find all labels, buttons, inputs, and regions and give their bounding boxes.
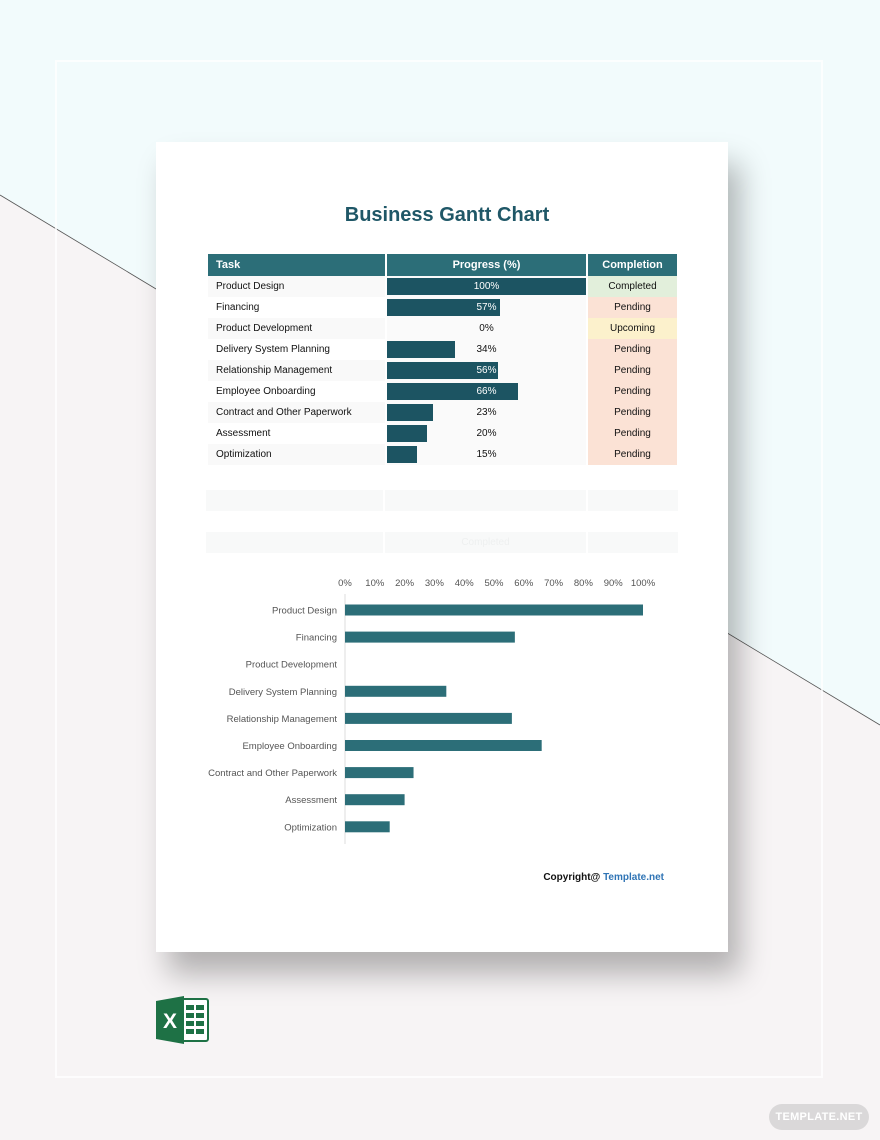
- status-badge: Pending: [588, 444, 677, 465]
- y-category-label: Delivery System Planning: [228, 686, 337, 698]
- progress-cell: [387, 276, 586, 297]
- x-tick-label: 60%: [514, 578, 534, 589]
- y-category-label: Contract and Other Paperwork: [208, 768, 337, 780]
- task-name: Product Development: [208, 318, 385, 339]
- status-badge: Pending: [588, 423, 677, 444]
- progress-cell: [387, 318, 586, 339]
- chart-bar: [345, 632, 515, 643]
- page-title: Business Gantt Chart: [344, 204, 550, 226]
- table-row: [208, 423, 677, 444]
- table-row: [208, 402, 677, 423]
- x-tick-label: 70%: [544, 578, 564, 589]
- chart-bar: [345, 821, 390, 832]
- ghost-row: [206, 490, 680, 511]
- table-header-row: [208, 254, 677, 276]
- gantt-table: [206, 254, 679, 465]
- y-category-label: Relationship Management: [226, 713, 337, 725]
- status-badge: Pending: [588, 360, 677, 381]
- progress-label: 0%: [479, 323, 494, 334]
- progress-cell: [387, 297, 586, 318]
- table-row: [208, 360, 677, 381]
- table-row: [208, 297, 677, 318]
- progress-label: 56%: [476, 365, 497, 376]
- copyright-label: Copyright@: [543, 872, 601, 883]
- y-category-label: Product Development: [245, 659, 337, 671]
- chart-bar: [345, 686, 446, 697]
- x-tick-label: 0%: [338, 578, 352, 589]
- status-badge: Pending: [588, 297, 677, 318]
- progress-label: 15%: [476, 449, 497, 460]
- status-badge: Pending: [588, 402, 677, 423]
- task-name: Delivery System Planning: [208, 339, 385, 360]
- chart-bar: [345, 740, 542, 751]
- progress-cell: [387, 360, 586, 381]
- x-tick-label: 20%: [395, 578, 415, 589]
- header-completion: Completion: [588, 254, 677, 276]
- template-link[interactable]: Template.net: [603, 872, 664, 883]
- task-name: Relationship Management: [208, 360, 385, 381]
- progress-label: 57%: [476, 302, 497, 313]
- progress-cell: [387, 339, 586, 360]
- document-sheet: [156, 142, 728, 952]
- table-row: [208, 339, 677, 360]
- progress-label: 34%: [476, 344, 497, 355]
- progress-cell: [387, 381, 586, 402]
- task-name: Product Design: [208, 276, 385, 297]
- table-row: [208, 444, 677, 465]
- x-tick-label: 40%: [454, 578, 474, 589]
- ghost-row: [206, 532, 680, 553]
- progress-label: 23%: [476, 407, 497, 418]
- task-name: Financing: [208, 297, 385, 318]
- chart-bar: [345, 605, 643, 616]
- progress-label: 66%: [476, 386, 497, 397]
- chart-bar: [345, 713, 512, 724]
- task-name: Contract and Other Paperwork: [208, 402, 385, 423]
- x-tick-label: 50%: [484, 578, 504, 589]
- status-badge: Upcoming: [588, 318, 677, 339]
- progress-chart: [156, 562, 728, 852]
- table-row: [208, 276, 677, 297]
- table-body: [208, 276, 677, 465]
- y-category-label: Financing: [295, 632, 337, 644]
- table-row: [208, 318, 677, 339]
- task-name: Assessment: [208, 423, 385, 444]
- x-tick-label: 30%: [424, 578, 444, 589]
- header-progress: Progress (%): [387, 254, 586, 276]
- y-category-label: Optimization: [284, 822, 337, 834]
- chart-bar: [345, 794, 405, 805]
- progress-cell: [387, 402, 586, 423]
- task-name: Optimization: [208, 444, 385, 465]
- watermark-badge: TEMPLATE.NET: [769, 1104, 869, 1130]
- y-category-label: Employee Onboarding: [242, 741, 337, 752]
- svg-text:X: X: [162, 1010, 178, 1033]
- x-tick-label: 80%: [573, 578, 593, 589]
- status-badge: Pending: [588, 339, 677, 360]
- copyright-footer: [543, 872, 664, 883]
- status-badge: Pending: [588, 381, 677, 402]
- y-category-label: Product Design: [272, 605, 337, 617]
- x-tick-label: 90%: [603, 578, 623, 589]
- progress-cell: [387, 444, 586, 465]
- excel-icon: [156, 995, 210, 1045]
- status-badge: Completed: [588, 276, 677, 297]
- chart-bar: [345, 767, 414, 778]
- ghost-status-label: Completed: [385, 532, 586, 553]
- task-name: Employee Onboarding: [208, 381, 385, 402]
- progress-label: 100%: [473, 281, 500, 292]
- progress-label: 20%: [476, 428, 497, 439]
- y-category-label: Assessment: [285, 795, 337, 807]
- header-task: Task: [208, 254, 385, 276]
- x-tick-label: 100%: [630, 578, 656, 589]
- x-tick-label: 10%: [365, 578, 385, 589]
- progress-cell: [387, 423, 586, 444]
- table-row: [208, 381, 677, 402]
